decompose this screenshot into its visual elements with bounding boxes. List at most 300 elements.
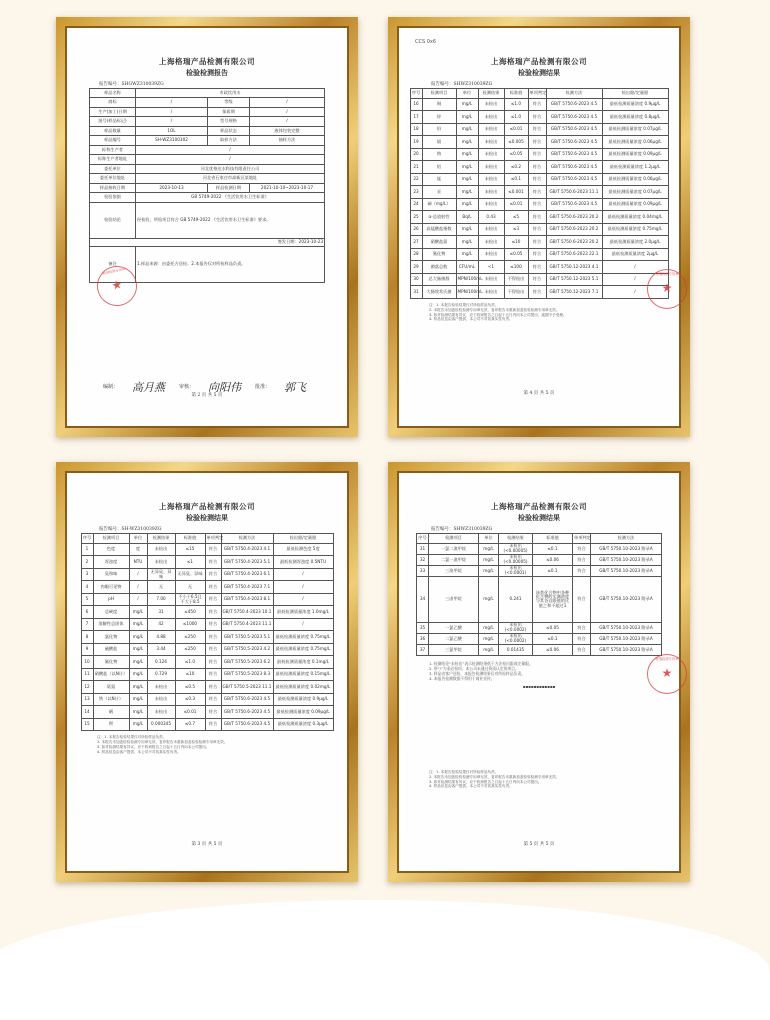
table-cell: 总硬度 [93, 606, 129, 619]
table-cell: 符合 [528, 186, 546, 199]
report-number: 报告编号：SHWZ310039ZG [431, 526, 493, 532]
table-cell: GB/T 5750.5-2023 6.2 [221, 656, 273, 669]
table-cell: 符合 [205, 556, 221, 569]
table-cell: 未检出 [478, 286, 504, 299]
table-cell: 符合 [205, 581, 221, 594]
table-cell: 10 [81, 656, 93, 669]
table-cell: 镉 [422, 136, 456, 149]
table-cell: ≤1 [175, 556, 205, 569]
sig-label-approved: 批准： [255, 384, 271, 391]
table-cell: 符合 [528, 161, 546, 174]
table-cell: GB/T 5750.6-2023 4.5 [221, 693, 273, 706]
table-cell: mg/L [129, 693, 147, 706]
value-cell: / [136, 98, 208, 108]
table-cell: 未检出 [478, 236, 504, 249]
table-cell: 硫酸盐 [93, 643, 129, 656]
table-row [410, 198, 668, 211]
page-subtitle: 检验检测结果 [186, 512, 228, 522]
label-cell: 批号(样品标记) [90, 117, 136, 127]
table-cell: 不得检出 [504, 286, 528, 299]
table-cell: 符合 [573, 554, 591, 565]
column-header: 单项判定 [573, 533, 591, 543]
company-title: 上海格瑞产品检测有限公司 [491, 57, 587, 66]
table-cell: 砷（mg/L） [422, 198, 456, 211]
table-row [410, 248, 668, 261]
table-cell: 符合 [205, 643, 221, 656]
page-footer: 第 2 页 共 5 页 [191, 392, 223, 398]
table-row [81, 668, 333, 681]
value-cell: / [250, 107, 325, 117]
table-row [417, 633, 662, 644]
notes-block [429, 770, 649, 789]
table-cell: 15 [81, 718, 93, 731]
table-cell: 菌落总数 [422, 261, 456, 274]
note-line: 注：1. 本报告检验结果仅对所检样品负责。 [97, 735, 167, 740]
table-cell: 符合 [573, 644, 591, 655]
table-row [417, 554, 662, 565]
note-line: 3. 如对检测结果有异议，应于收到报告之日起十五日内向本公司提出。 [97, 745, 210, 750]
table-cell: 未检出 [478, 273, 504, 286]
label-cell: 委托单位 [90, 164, 136, 174]
signature-prepared: 高月燕 [132, 381, 166, 394]
table-cell: 符合 [573, 622, 591, 633]
table-cell: 26 [410, 223, 422, 236]
table-cell: 符合 [573, 633, 591, 644]
value-cell: / [136, 145, 325, 155]
label-cell: 检验结论 [90, 202, 136, 238]
note-line: 注：1. 本报告检验结果仅对所检样品负责。 [429, 769, 499, 774]
table-row [90, 98, 325, 108]
table-cell: ≤5 [504, 211, 528, 224]
table-row [90, 183, 325, 193]
table-cell: mg/L [456, 223, 478, 236]
official-stamp: 格瑞检测专用章 ★ [93, 262, 140, 309]
table-row [81, 693, 333, 706]
table-cell: mg/L [129, 718, 147, 731]
table-cell: / [129, 568, 147, 581]
table-cell: ≤15 [175, 543, 205, 556]
table-cell: 最低检测质量浓度 0.1mg/L [273, 656, 333, 669]
table-row [90, 174, 325, 184]
table-cell: 最低检测质量浓度 1.0mg/L [273, 606, 333, 619]
table-row [81, 718, 333, 731]
table-cell: GB/T 5750.10-2023 附录A [591, 565, 662, 576]
table-cell: / [273, 581, 333, 594]
table-cell: 最低检测质量浓度 0.9μg/L [602, 98, 668, 111]
table-cell: 未检出 [478, 198, 504, 211]
table-row [90, 107, 325, 117]
column-header: 检测结果 [478, 88, 504, 98]
table-cell: 符合 [205, 593, 221, 606]
table-cell: 一氯乙酸 [429, 622, 479, 633]
table-cell: mg/L [479, 565, 499, 576]
table-cell: 铁（以N计） [93, 693, 129, 706]
report-number: 报告编号：SH-WZ310039ZG [99, 526, 162, 532]
header-row [81, 533, 333, 543]
table-cell: ≤0.1 [533, 543, 573, 554]
table-cell: 未检出 [478, 223, 504, 236]
table-cell: / [273, 568, 333, 581]
table-cell: GB/T 5750.6-2023 22.1 [546, 248, 602, 261]
value-cell: 抽样方法 [250, 136, 325, 146]
remark-line: 1. 检测结论“未检出”表示检测结果低于方法检出限或定量限。 [429, 660, 533, 666]
table-cell: 锌 [422, 111, 456, 124]
table-cell: 符合 [528, 248, 546, 261]
table-cell: 34 [417, 576, 429, 622]
table-cell: 符合 [528, 123, 546, 136]
column-header: 检测项目 [93, 533, 129, 543]
table-cell: 未检出 [147, 681, 175, 694]
table-cell: α-总放射性 [422, 211, 456, 224]
label-cell: 样品名称 [90, 88, 136, 98]
table-cell: mg/L [129, 681, 147, 694]
table-cell: 无 [175, 581, 205, 594]
table-row [81, 643, 333, 656]
table-cell: 二氯乙酸 [429, 633, 479, 644]
table-cell: 溶解性总固体 [93, 618, 129, 631]
notes-block [429, 303, 649, 322]
table-row [90, 126, 325, 136]
table-cell: GB/T 5750.6-2023 4.5 [546, 136, 602, 149]
column-header: 标准值 [504, 88, 528, 98]
table-cell: mg/L [129, 706, 147, 719]
table-cell: ≤250 [175, 643, 205, 656]
table-cell: 符合 [205, 606, 221, 619]
table-cell: 一氯二溴甲烷 [429, 543, 479, 554]
company-title: 上海格瑞产品检测有限公司 [159, 502, 255, 511]
table-cell: Bq/L [456, 211, 478, 224]
table-cell: ≤3 [504, 223, 528, 236]
table-cell: 符合 [205, 543, 221, 556]
table-cell: GB/T 5750.6-2023 4.5 [221, 706, 273, 719]
table-cell: 铝 [422, 161, 456, 174]
label-cell: 样品检测日期 [208, 183, 250, 193]
note-line: 4. 样品信息由客户提供，本公司不对其真实性负责。 [97, 749, 181, 754]
signature-approved: 郭飞 [284, 381, 307, 394]
table-row [417, 644, 662, 655]
label-cell: 委托单位地址 [90, 174, 136, 184]
report-number: 报告编号：SHGWZ310039ZG [99, 81, 164, 87]
remark-line: 4. 本报告检测数据不得用于商业宣传。 [429, 676, 495, 682]
table-cell: 该类化合物中各种化合物的实测浓度与其各自限值的比值之和不超过1 [533, 576, 573, 622]
table-cell: mg/L [456, 123, 478, 136]
column-header: 检测项目 [429, 533, 479, 543]
table-cell: 最低检测质量浓度 0.02mg/L [273, 681, 333, 694]
table-cell: 1 [81, 543, 93, 556]
table-cell: ≤0.2 [504, 161, 528, 174]
company-title: 上海格瑞产品检测有限公司 [491, 502, 587, 511]
table-cell: GB/T 5750.6-2023 4.5 [546, 98, 602, 111]
table-cell: GB/T 5750.6-2023 4.5 [546, 173, 602, 186]
notes-block [97, 735, 317, 754]
page-subtitle: 检验检测报告 [186, 67, 228, 77]
value-cell: 液体包装完整 [250, 126, 325, 136]
label-cell: 保质期 [208, 107, 250, 117]
table-cell: ≤0.5 [175, 681, 205, 694]
table-cell: 锰 [422, 173, 456, 186]
table-row [410, 148, 668, 161]
table-row [410, 136, 668, 149]
table-cell: 7 [81, 618, 93, 631]
table-cell: 最低检测质量浓度 0.06μg/L [602, 136, 668, 149]
table-row [90, 155, 325, 165]
table-cell: mg/L [129, 643, 147, 656]
table-cell: 未检出(<0.00005) [499, 543, 533, 554]
table-cell: GB/T 5750.5-2023 5.1 [221, 631, 273, 644]
column-header: 检测结果 [147, 533, 175, 543]
table-cell: 13 [81, 693, 93, 706]
table-cell: 不小于6.5且不大于8.5 [175, 593, 205, 606]
note-line: 3. 如对检测结果有异议，应于收到报告之日起十五日内向本公司提出。 [429, 779, 542, 784]
header-row [417, 533, 662, 543]
issue-date-cell: 签发日期：2023-10-23 [90, 238, 325, 246]
table-cell: MPN/100mL [456, 273, 478, 286]
table-cell: mg/L [479, 554, 499, 565]
table-cell: mg/L [479, 644, 499, 655]
table-cell: ≤450 [175, 606, 205, 619]
table-cell: 12 [81, 681, 93, 694]
table-cell: mg/L [129, 606, 147, 619]
table-row [410, 211, 668, 224]
table-cell: / [273, 593, 333, 606]
table-cell: GB/T 5750.6-2023 4.5 [546, 198, 602, 211]
table-cell: 符合 [528, 273, 546, 286]
table-row [410, 186, 668, 199]
table-cell: 30 [410, 273, 422, 286]
table-row [90, 238, 325, 246]
column-header: 检测结果 [499, 533, 533, 543]
note-line: 2. 本报告未加盖检验检测专用章无效，复印报告未重新加盖检验检测专用章无效。 [429, 307, 560, 312]
table-cell: 不得检出 [504, 273, 528, 286]
table-cell: 0.43 [478, 211, 504, 224]
table-row [410, 223, 668, 236]
table-cell: 23 [410, 186, 422, 199]
table-cell: 符合 [528, 148, 546, 161]
table-cell: 硒 [93, 706, 129, 719]
table-row [90, 136, 325, 146]
table-cell: / [273, 618, 333, 631]
table-row [410, 123, 668, 136]
table-cell: 未检出 [147, 556, 175, 569]
table-cell: 符合 [528, 111, 546, 124]
value-cell: 1OL [136, 126, 208, 136]
column-header: 检测项目 [422, 88, 456, 98]
table-cell: mg/L [479, 622, 499, 633]
table-cell: 符合 [528, 173, 546, 186]
column-header: 检测方法 [591, 533, 662, 543]
value-cell: / [136, 155, 325, 165]
table-cell: 9 [81, 643, 93, 656]
column-header: 检出限/定量限 [602, 88, 668, 98]
table-cell: 铜 [422, 98, 456, 111]
value-cell: 河北省石家庄市高新区某地址 [136, 174, 325, 184]
table-cell: GB/T 5750.12-2023 5.1 [546, 273, 602, 286]
table-row [81, 706, 333, 719]
table-cell: 未检出 [478, 161, 504, 174]
report-frame-3 [56, 462, 358, 882]
table-cell: 3.44 [147, 643, 175, 656]
table-cell: 未检出 [478, 98, 504, 111]
table-cell: 未检出(<0.00005) [499, 554, 533, 565]
table-row [81, 681, 333, 694]
table-cell: 21 [410, 161, 422, 174]
table-cell: ≤1.0 [504, 111, 528, 124]
table-cell: ≤0.06 [533, 644, 573, 655]
column-header: 检测方法 [221, 533, 273, 543]
table-cell: GB/T 5750.6-2023 20.2 [546, 211, 602, 224]
table-row [410, 273, 668, 286]
table-cell: ≤0.01 [504, 198, 528, 211]
table-cell: 4.88 [147, 631, 175, 644]
table-cell: mg/L [479, 633, 499, 644]
table-cell: 最低检测质量浓度 0.3μg/L [273, 718, 333, 731]
header-row [410, 88, 668, 98]
table-cell: GB/T 5750.6-2023 4.5 [546, 161, 602, 174]
table-cell: 符合 [205, 706, 221, 719]
table-cell: ≤0.3 [175, 693, 205, 706]
table-cell: ≤0.01 [175, 706, 205, 719]
results-table [81, 533, 334, 732]
column-header: 单项判定 [528, 88, 546, 98]
note-line: 2. 本报告未加盖检验检测专用章无效，复印报告未重新加盖检验检测专用章无效。 [97, 740, 228, 745]
table-cell: 18 [410, 123, 422, 136]
table-cell: 6 [81, 606, 93, 619]
table-cell: 未检出(<0.0001) [499, 565, 533, 576]
table-cell: 35 [417, 622, 429, 633]
bottom-wave [0, 900, 770, 1020]
table-cell: ≤1000 [175, 618, 205, 631]
report-frame-4 [388, 462, 690, 882]
table-cell: ≤1.0 [504, 98, 528, 111]
table-cell: 36 [417, 633, 429, 644]
table-cell: 42 [147, 618, 175, 631]
table-row [81, 568, 333, 581]
table-cell: <1 [478, 261, 504, 274]
label-cell: 样品数量 [90, 126, 136, 136]
table-row [410, 286, 668, 299]
table-cell: GB/T 5750.12-2023 4.1 [546, 261, 602, 274]
label-cell: 标称生产者地址 [90, 155, 136, 165]
column-header: 序号 [410, 88, 422, 98]
table-cell: ≤250 [175, 631, 205, 644]
table-cell: 符合 [573, 576, 591, 622]
table-cell: 最低检测质量浓度 1.2μg/L [602, 161, 668, 174]
table-cell: GB/T 5750.6-2023 4.5 [221, 718, 273, 731]
table-cell: / [602, 286, 668, 299]
table-cell: 最低检测质量浓度 0.07μg/L [602, 186, 668, 199]
table-row [410, 236, 668, 249]
remark-line: 3. 样品由客户送检，本报告检测结果仅对所检样品负责。 [429, 671, 525, 677]
label-cell: 样品编号 [90, 136, 136, 146]
table-cell: ≤0.05 [504, 148, 528, 161]
table-row [417, 576, 662, 622]
table-cell: MPN/100mL [456, 286, 478, 299]
table-cell: 25 [410, 211, 422, 224]
table-cell: 最低检测质量浓度 2.0μg/L [602, 236, 668, 249]
table-row [90, 145, 325, 155]
table-cell: 31 [410, 286, 422, 299]
note-line: 4. 样品信息由客户提供，本公司不对其真实性负责。 [429, 784, 513, 789]
table-cell: 0.01435 [499, 644, 533, 655]
label-cell: 备注 [90, 246, 136, 282]
value-cell: 2021-10-10~2023-10-17 [250, 183, 325, 193]
table-cell: 37 [417, 644, 429, 655]
table-cell: 高锰酸盐指数 [422, 223, 456, 236]
table-cell: 未检出 [147, 706, 175, 719]
table-cell: mg/L [456, 98, 478, 111]
table-cell: 14 [81, 706, 93, 719]
table-cell: GB/T 5750.6-2023 4.5 [546, 148, 602, 161]
table-cell: 未检出 [478, 136, 504, 149]
table-cell: 汞 [422, 186, 456, 199]
sig-label-prepared: 编制： [103, 384, 119, 391]
results-table [416, 533, 662, 656]
table-cell: GB/T 5750.6-2023 4.5 [546, 123, 602, 136]
table-cell: ≤0.06 [533, 554, 573, 565]
results-table [410, 88, 669, 299]
table-cell: GB/T 5750.12-2023 7.1 [546, 286, 602, 299]
table-cell: 符合 [528, 223, 546, 236]
value-cell: SH-WZ3100302 [136, 136, 208, 146]
table-row [90, 202, 325, 238]
corner-tag: CCS 0x6 [415, 39, 437, 45]
report-page-1 [73, 34, 341, 420]
note-line: 注：1. 本报告检验结果仅对所检样品负责。 [429, 302, 499, 307]
table-cell: 16 [410, 98, 422, 111]
table-row [410, 173, 668, 186]
table-cell: 未检出 [478, 148, 504, 161]
table-cell: GB/T 5750.10-2023 附录A [591, 633, 662, 644]
column-header: 检出限/定量限 [273, 533, 333, 543]
table-cell: 最低检测质量浓度 0.75mg/L [273, 643, 333, 656]
table-cell: 31 [147, 606, 175, 619]
table-cell: 24 [410, 198, 422, 211]
table-cell: pH [93, 593, 129, 606]
table-cell: GB/T 5750.6-2023 4.5 [546, 111, 602, 124]
table-cell: 未检出(<0.0002) [499, 622, 533, 633]
page-footer: 第 5 页 共 5 页 [523, 841, 555, 847]
table-cell: 大肠埃希氏菌 [422, 286, 456, 299]
report-number: 报告编号：SHWZ310039ZG [431, 81, 493, 87]
value-cell: GB 5749-2022 《生活饮用水卫生标准》 [136, 193, 325, 203]
table-cell: 色度 [93, 543, 129, 556]
table-cell: GB/T 5750.4-2023 6.1 [221, 568, 273, 581]
table-cell: ≤0.005 [504, 136, 528, 149]
table-cell: ≤0.05 [504, 248, 528, 261]
table-cell: 符合 [205, 631, 221, 644]
table-cell: 符合 [573, 565, 591, 576]
table-cell: 度 [129, 543, 147, 556]
table-cell: 17 [410, 111, 422, 124]
table-cell: 肉眼可见物 [93, 581, 129, 594]
table-cell: / [129, 593, 147, 606]
table-cell: 31 [417, 543, 429, 554]
table-row [81, 543, 333, 556]
table-cell: CFU/mL [456, 261, 478, 274]
page-footer: 第 4 页 共 5 页 [523, 390, 555, 396]
table-cell: GB/T 5750.10-2023 附录A [591, 576, 662, 622]
table-cell: 0.241 [499, 576, 533, 622]
table-cell: ≤0.1 [533, 633, 573, 644]
table-cell: ≤100 [504, 261, 528, 274]
table-cell: 27 [410, 236, 422, 249]
table-cell: 未检出 [478, 186, 504, 199]
table-cell: ≤1.0 [175, 656, 205, 669]
sig-label-reviewed: 审核： [179, 384, 195, 391]
table-cell: GB/T 5750.10-2023 附录A [591, 554, 662, 565]
table-cell: 三氯甲烷 [429, 644, 479, 655]
note-line: 3. 如对检测结果有异议，应于收到报告之日起十五日内向本公司提出，逾期不予受理。 [429, 312, 567, 317]
